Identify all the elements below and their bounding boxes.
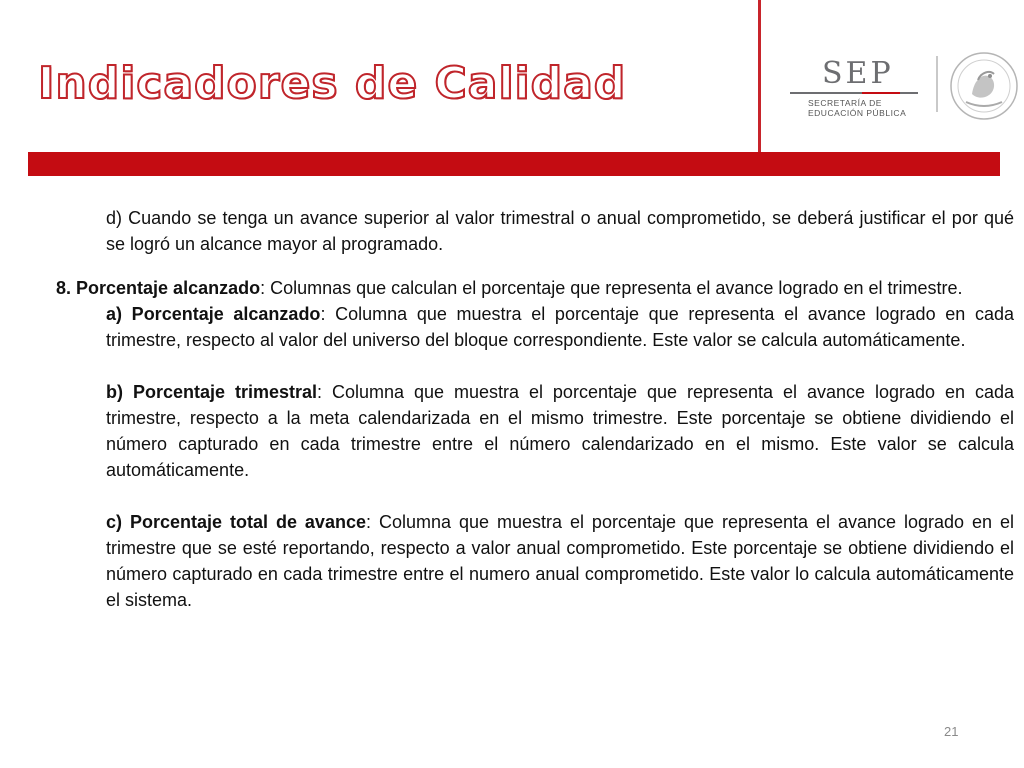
- header-vertical-divider: [758, 0, 761, 152]
- item-a-paragraph: [56, 301, 1014, 353]
- item-d-paragraph: d) Cuando se tenga un avance superior al valor trimestral o anual comprometido, se deberá justificar el por qué se logró un alcance mayor al programado.: [106, 208, 1014, 254]
- sep-logo: [790, 56, 920, 120]
- item-c-label: c) Porcentaje total de avance: [106, 512, 366, 532]
- item-b-label: b) Porcentaje trimestral: [106, 382, 317, 402]
- item-8-paragraph: [56, 275, 1014, 301]
- sep-logo-subtitle: SECRETARÍA DE EDUCACIÓN PÚBLICA: [808, 98, 907, 118]
- item-a-label: a) Porcentaje alcanzado: [106, 304, 321, 324]
- page-title: Indicadores de Calidad: [38, 58, 627, 109]
- item-c-paragraph: [56, 509, 1014, 613]
- item-8-label: 8. Porcentaje alcanzado: [56, 278, 261, 298]
- mexican-coat-of-arms-icon: [948, 50, 1020, 122]
- header-red-band: [28, 152, 1000, 176]
- page-number: 21: [944, 724, 959, 739]
- item-8-text: : Columnas que calculan el porcentaje que representa el avance logrado en el trimestre.: [260, 278, 963, 298]
- content-body: [56, 205, 1014, 613]
- item-c-text: : Columna que muestra el porcentaje que representa el avance logrado en el trimestre que se esté reportando, respecto a valor anual comprometido. Este porcentaje se obtiene dividiendo el número capturado en cada trimestre entre el numero anual comprometido. Este valor lo calcula automáticamente el sistema.: [106, 512, 1014, 610]
- item-a-text: : Columna que muestra el porcentaje que representa el avance logrado en cada trimestre, respecto al valor del universo del bloque correspondiente. Este valor se calcula automáticamente.: [106, 304, 1014, 350]
- logo-divider: [936, 56, 938, 112]
- item-b-paragraph: [56, 379, 1014, 483]
- sep-logo-rule: [790, 92, 918, 94]
- item-b-text: : Columna que muestra el porcentaje que representa el avance logrado en cada trimestre, respecto a la meta calendarizada en el mismo trimestre. Este porcentaje se obtiene dividiendo el número capturado en cada trimestre entre el número calendarizado en el mismo. Este valor se calcula automáticamente.: [106, 382, 1014, 480]
- sep-logo-word: SEP: [822, 56, 894, 91]
